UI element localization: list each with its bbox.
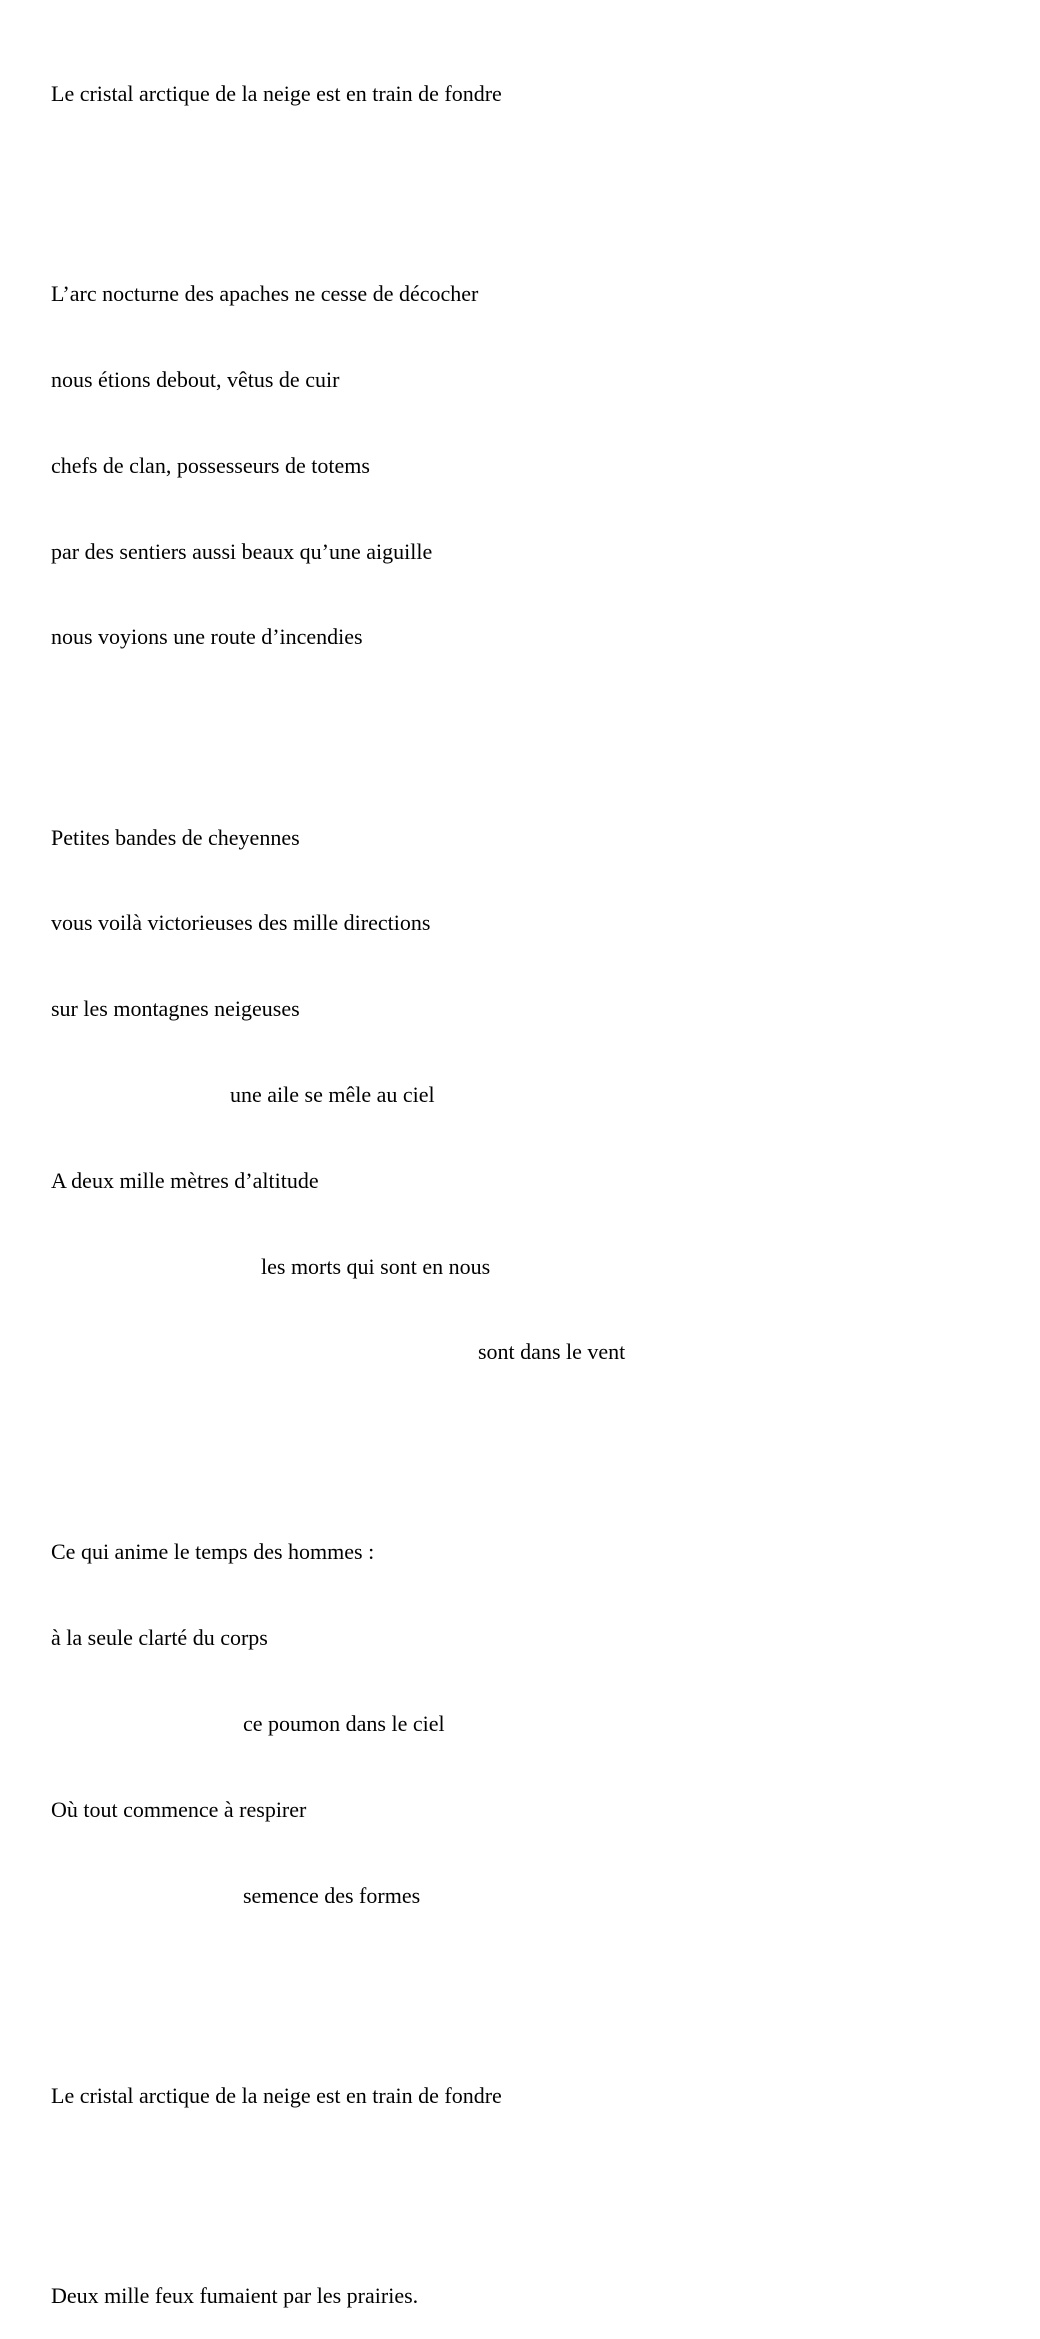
poem-line: Le cristal arctique de la neige est en train de fondre bbox=[51, 81, 502, 107]
poem-line: Où tout commence à respirer bbox=[51, 1796, 307, 1822]
poem-line: sur les montagnes neigeuses bbox=[51, 996, 300, 1022]
poem-line: Deux mille feux fumaient par les prairies. bbox=[51, 2282, 419, 2308]
stanza-break bbox=[51, 1424, 625, 1453]
poem-line: Ce qui anime le temps des hommes : bbox=[51, 1539, 375, 1565]
poem-body bbox=[51, 23, 625, 2339]
poem-line-indented: les morts qui sont en nous bbox=[261, 1253, 491, 1279]
poem-line: à la seule clarté du corps bbox=[51, 1625, 268, 1651]
poem-line: Le cristal arctique de la neige est en train de fondre bbox=[51, 2082, 502, 2108]
poem-line: L’arc nocturne des apaches ne cesse de décocher bbox=[51, 281, 479, 307]
stanza-break bbox=[51, 709, 625, 738]
stanza-break bbox=[51, 2168, 625, 2197]
stanza-break bbox=[51, 166, 625, 195]
poem-line: vous voilà victorieuses des mille directions bbox=[51, 910, 431, 936]
poem-line-indented: une aile se mêle au ciel bbox=[230, 1081, 435, 1107]
stanza-break bbox=[51, 1967, 625, 1996]
poem-line-indented: ce poumon dans le ciel bbox=[243, 1711, 445, 1737]
poem-line: par des sentiers aussi beaux qu’une aiguille bbox=[51, 538, 433, 564]
poem-line-indented: semence des formes bbox=[243, 1882, 421, 1908]
poem-line: nous étions debout, vêtus de cuir bbox=[51, 367, 340, 393]
poem-line-indented: sont dans le vent bbox=[478, 1339, 626, 1365]
poem-line: nous voyions une route d’incendies bbox=[51, 624, 363, 650]
poem-line: Petites bandes de cheyennes bbox=[51, 824, 300, 850]
poem-line: chefs de clan, possesseurs de totems bbox=[51, 452, 370, 478]
poem-line: A deux mille mètres d’altitude bbox=[51, 1167, 319, 1193]
